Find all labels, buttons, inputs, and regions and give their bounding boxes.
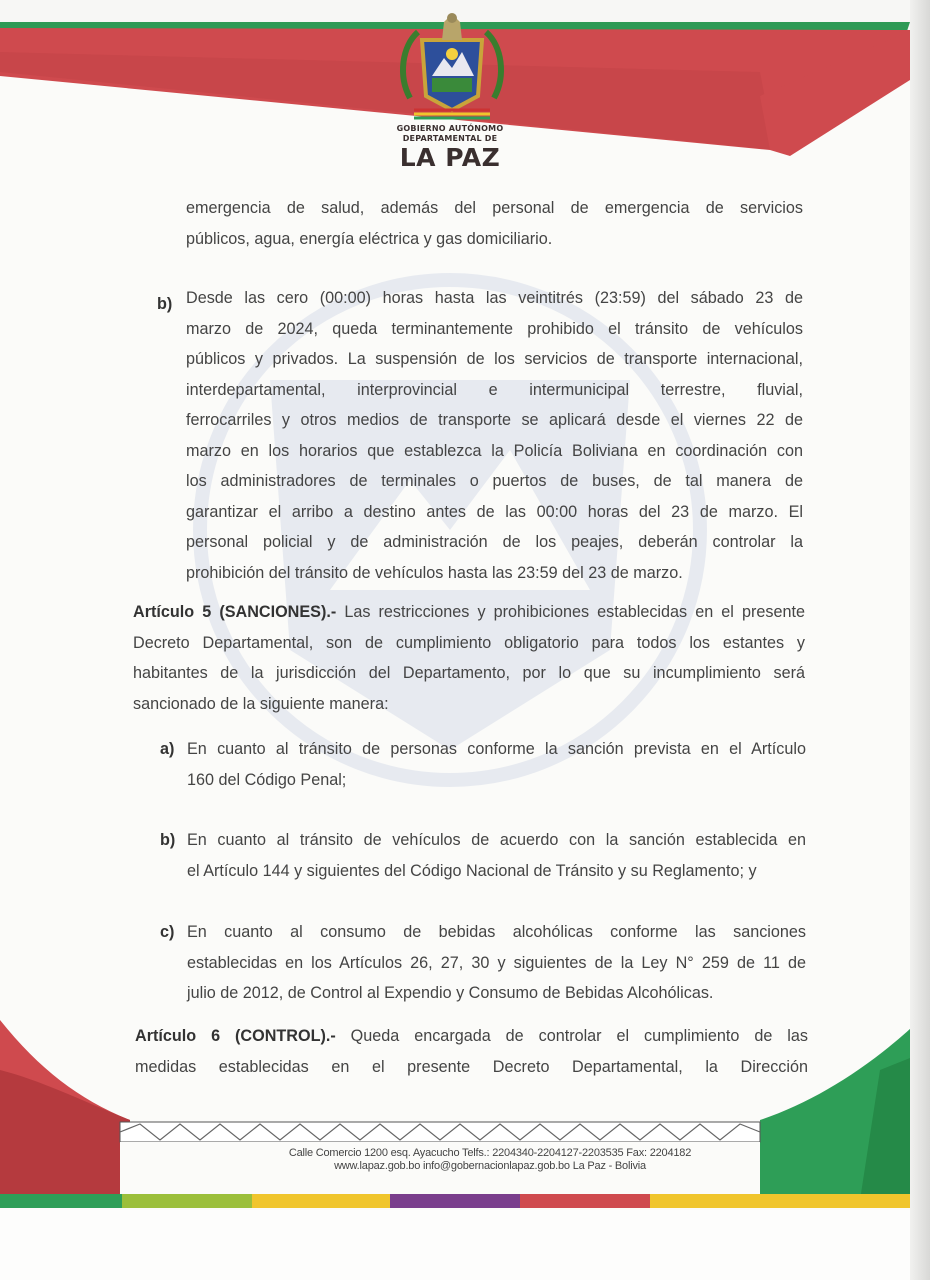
text-line: interdepartamental, interprovincial e intermunicipal terrestre, fluvial, <box>186 380 803 399</box>
article-5-first-line <box>133 597 805 628</box>
text-line: emergencia de salud, además del personal de emergencia de servicios <box>186 199 803 217</box>
list-marker: c) <box>160 923 175 941</box>
text-line: los administradores de terminales o puertos de buses, de tal manera de <box>186 472 803 490</box>
paragraph-intro <box>186 193 803 254</box>
page-bottom-margin <box>0 1210 930 1280</box>
footer-contacts: www.lapaz.gob.bo info@gobernacionlapaz.gob.bo La Paz - Bolivia <box>334 1160 646 1172</box>
logo-wordmark <box>380 124 520 172</box>
text-line: marzo de 2024, queda terminantemente prohibido el tránsito de vehículos <box>186 319 803 338</box>
text-line: establecidas en los Artículos 26, 27, 30 y siguientes de la Ley N° 259 de 11 de <box>187 953 806 972</box>
text-line: garantizar el arribo a destino antes de las 00:00 horas del 23 de marzo. El <box>186 502 803 521</box>
article-6-title: Artículo 6 (CONTROL).- <box>135 1027 336 1045</box>
article-6-first-line-text: Queda encargada de controlar el cumplimiento de las <box>335 1027 808 1045</box>
text-line: medidas establecidas en el presente Decreto Departamental, la Dirección <box>135 1057 808 1076</box>
text-line: En cuanto al consumo de bebidas alcohólicas conforme las sanciones <box>187 923 806 941</box>
text-line: Decreto Departamental, son de cumplimiento obligatorio para todos los estantes y <box>133 633 805 652</box>
list-item-b-restriction <box>186 283 803 588</box>
page-edge-shadow <box>910 0 930 1280</box>
logo-line-1: GOBIERNO AUTÓNOMO <box>396 124 504 133</box>
text-line: prohibición del tránsito de vehículos hasta las 23:59 del 23 de marzo. <box>186 563 683 582</box>
text-line: públicos, agua, energía eléctrica y gas domiciliario. <box>186 229 553 248</box>
text-line: públicos y privados. La suspensión de los servicios de transporte internacional, <box>186 350 803 368</box>
logo-line-3: LA PAZ <box>399 143 501 172</box>
text-line: sancionado de la siguiente manera: <box>133 694 389 713</box>
footer-address: Calle Comercio 1200 esq. Ayacucho Telfs.: 2204340-2204127-2203535 Fax: 2204182 <box>288 1147 692 1159</box>
logo-line-2: DEPARTAMENTAL DE <box>402 134 498 143</box>
text-line: julio de 2012, de Control al Expendio y Consumo de Bebidas Alcohólicas. <box>187 984 714 1002</box>
sanction-item-b <box>187 825 806 886</box>
text-line: En cuanto al tránsito de vehículos de acuerdo con la sanción establecida en <box>187 831 806 849</box>
list-marker: b) <box>160 831 176 849</box>
text-line: ferrocarriles y otros medios de transporte se aplicará desde el viernes 22 de <box>186 411 803 429</box>
text-line: Desde las cero (00:00) horas hasta las veintitrés (23:59) del sábado 23 de <box>186 289 803 307</box>
text-line: 160 del Código Penal; <box>187 770 347 789</box>
list-marker: a) <box>160 740 175 758</box>
text-line: el Artículo 144 y siguientes del Código Nacional de Tránsito y su Reglamento; y <box>187 861 757 880</box>
list-marker: b) <box>157 295 173 313</box>
text-line: habitantes de la jurisdicción del Departamento, por lo que su incumplimiento será <box>133 664 805 682</box>
article-5 <box>133 597 805 719</box>
text-line: marzo en los horarios que establezca la Policía Boliviana en coordinación con <box>186 441 803 460</box>
sanction-item-a <box>187 734 806 795</box>
text-line: personal policial y de administración de los peajes, deberán controlar la <box>186 533 803 551</box>
article-5-first-line-text: Las restricciones y prohibiciones establecidas en el presente <box>336 603 805 621</box>
sanction-item-c <box>187 917 806 1009</box>
footer-band <box>0 1010 930 1210</box>
text-line: En cuanto al tránsito de personas conforme la sanción prevista en el Artículo <box>187 740 806 758</box>
article-5-title: Artículo 5 (SANCIONES).- <box>133 603 337 621</box>
